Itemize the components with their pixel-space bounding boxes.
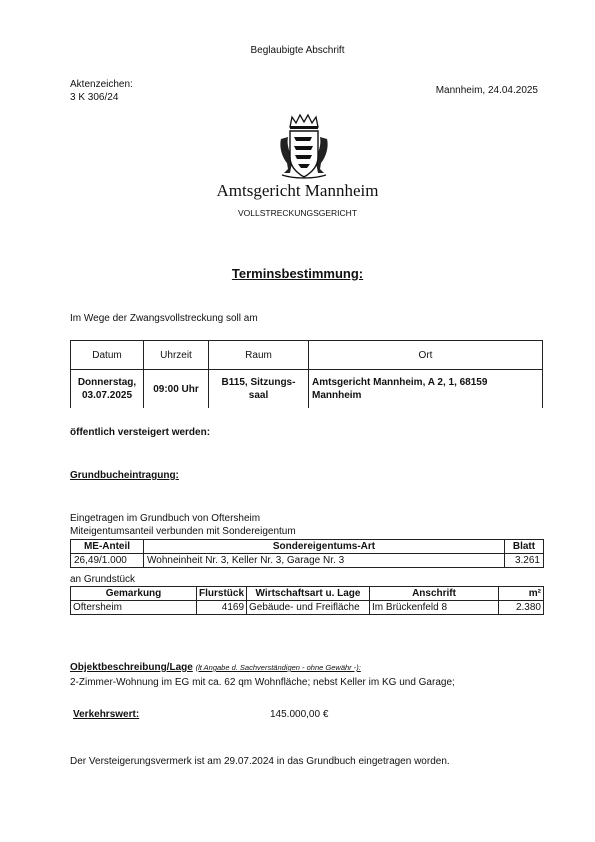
- versteigert-text: öffentlich versteigert werden:: [70, 427, 211, 438]
- aktenzeichen-label: Aktenzeichen:: [70, 79, 133, 90]
- cell-gemarkung: Oftersheim: [71, 601, 197, 615]
- grundstueck-table: [70, 586, 544, 615]
- footer-text: Der Versteigerungsvermerk ist am 29.07.2024 in das Grundbuch eingetragen worden.: [70, 756, 450, 767]
- cell-me-anteil: 26,49/1.000: [71, 554, 144, 568]
- table-row: [71, 601, 544, 615]
- header-ort: Ort: [309, 341, 543, 370]
- header-wirtschaftsart: Wirtschaftsart u. Lage: [247, 587, 370, 601]
- aktenzeichen-value: 3 K 306/24: [70, 92, 119, 103]
- page-heading: Terminsbestimmung:: [231, 266, 364, 281]
- document-title: Beglaubigte Abschrift: [250, 45, 345, 56]
- cell-anschrift: Im Brückenfeld 8: [370, 601, 499, 615]
- cell-uhrzeit: 09:00 Uhr: [144, 370, 209, 409]
- place-date: Mannheim, 24.04.2025: [435, 85, 538, 96]
- objekt-heading-line: [70, 662, 361, 673]
- header-uhrzeit: Uhrzeit: [144, 341, 209, 370]
- me-table-header-row: [71, 540, 544, 554]
- header-anschrift: Anschrift: [370, 587, 499, 601]
- coat-of-arms-icon: [278, 113, 330, 181]
- grundbuch-line1: Eingetragen im Grundbuch von Oftersheim: [70, 513, 261, 524]
- table-row: [71, 370, 543, 409]
- header-blatt: Blatt: [505, 540, 544, 554]
- header-me-anteil: ME-Anteil: [71, 540, 144, 554]
- grundstueck-label: an Grundstück: [70, 574, 136, 585]
- cell-datum: [71, 370, 144, 409]
- cell-m2: 2.380: [499, 601, 544, 615]
- verkehrswert-label: Verkehrswert:: [73, 709, 140, 720]
- header-m2: m²: [499, 587, 544, 601]
- header-datum: Datum: [71, 341, 144, 370]
- objekt-heading: Objektbeschreibung/Lage: [70, 662, 193, 673]
- cell-ort: [309, 370, 543, 409]
- header-flurstueck: Flurstück: [197, 587, 247, 601]
- cell-flurstueck: 4169: [197, 601, 247, 615]
- cell-ort-line1: Amtsgericht Mannheim, A 2, 1, 68159: [312, 377, 488, 388]
- termin-table-header-row: [71, 341, 543, 370]
- termin-table: [70, 340, 543, 408]
- cell-wirtschaftsart: Gebäude- und Freifläche: [247, 601, 370, 615]
- cell-raum-line1: B115, Sitzungs-: [221, 377, 296, 388]
- cell-blatt: 3.261: [505, 554, 544, 568]
- cell-datum-line2: 03.07.2025: [81, 390, 133, 401]
- verkehrswert-value: 145.000,00 €: [270, 709, 329, 720]
- cell-sondereigentums-art: Wohneinheit Nr. 3, Keller Nr. 3, Garage Nr. 3: [144, 554, 505, 568]
- court-name: Amtsgericht Mannheim: [216, 181, 379, 200]
- cell-raum: [209, 370, 309, 409]
- gs-table-header-row: [71, 587, 544, 601]
- miteigentum-table: [70, 539, 544, 568]
- table-row: [71, 554, 544, 568]
- objekt-note: (lt Angabe d. Sachverständigen - ohne Gewähr -):: [195, 663, 361, 672]
- header-sondereigentums-art: Sondereigentums-Art: [144, 540, 505, 554]
- aktenzeichen-block: [70, 78, 133, 104]
- court-department: VOLLSTRECKUNGSGERICHT: [237, 208, 358, 218]
- cell-raum-line2: saal: [248, 390, 269, 401]
- cell-ort-line2: Mannheim: [312, 390, 362, 401]
- objekt-text: 2-Zimmer-Wohnung im EG mit ca. 62 qm Wohnfläche; nebst Keller im KG und Garage;: [70, 677, 455, 688]
- cell-datum-line1: Donnerstag,: [77, 377, 137, 388]
- grundbuch-heading: Grundbucheintragung:: [70, 470, 179, 481]
- header-gemarkung: Gemarkung: [71, 587, 197, 601]
- header-raum: Raum: [209, 341, 309, 370]
- grundbuch-line2: Miteigentumsanteil verbunden mit Sondereigentum: [70, 526, 296, 537]
- intro-text: Im Wege der Zwangsvollstreckung soll am: [70, 313, 258, 324]
